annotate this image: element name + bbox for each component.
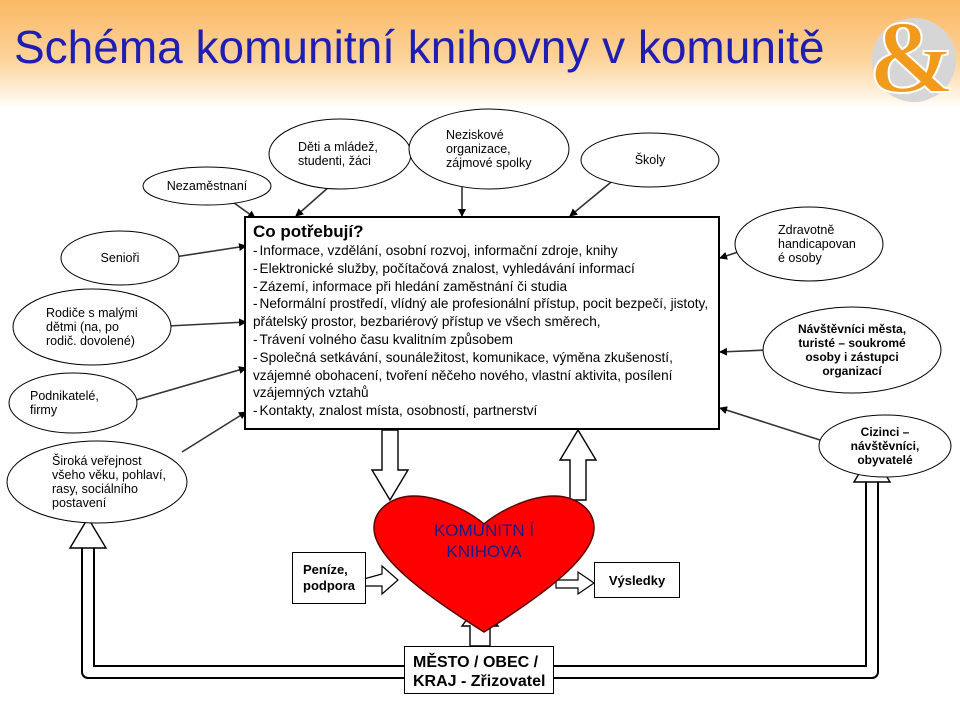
block-arrow-to-community: [560, 430, 596, 500]
stakeholder-skoly-label: Školy: [634, 153, 666, 167]
needs-item: - Neformální prostředí, vlídný ale profesionální přístup, pocit bezpečí, jistoty, přátelský prostor, bezbariérový přístup ve všech směrech,: [253, 296, 709, 330]
arrow-rodice: [168, 322, 246, 326]
block-arrow-to-library: [372, 430, 408, 500]
stakeholder-zdravotne-label: Zdravotně handicapovan é osoby: [778, 223, 856, 265]
results-box: [594, 562, 680, 598]
stakeholder-zdravotne: [734, 206, 884, 282]
library-label: KOMUNITN Í KNIHOVA: [433, 521, 535, 561]
stakeholder-neziskove-label: Neziskové organizace, zájmové spolky: [446, 128, 532, 170]
stakeholder-deti: [268, 118, 412, 190]
arrow-cizinci: [720, 408, 820, 440]
arrow-deti: [296, 186, 330, 216]
stakeholder-seniori-label: Senioři: [100, 251, 140, 265]
stakeholder-cizinci-label: Cizinci – návštěvníci, obyvatelé: [850, 425, 920, 467]
arrow-siroka: [182, 412, 246, 452]
arrow-podnikatele: [136, 368, 246, 400]
stakeholder-deti-label: Děti a mládež, studenti, žáci: [298, 140, 378, 168]
needs-item: - Zázemí, informace při hledání zaměstnání či studia: [253, 278, 568, 294]
ampersand-glyph: &: [868, 6, 956, 106]
needs-title: Co potřebují?: [253, 222, 364, 241]
stakeholder-nezamestnani-label: Nezaměstnaní: [166, 179, 248, 193]
money-label: Peníze, podpora: [303, 562, 355, 593]
stakeholder-nezamestnani: [142, 166, 272, 206]
stakeholder-rodice-label: Rodiče s malými dětmi (na, po rodič. dovolené): [46, 306, 138, 348]
stakeholder-navstevnici-label: Návštěvníci města, turisté – soukromé osoby i zástupci organizací: [797, 322, 907, 378]
founder-label: MĚSTO / OBEC / KRAJ - Zřizovatel: [413, 654, 546, 690]
stakeholder-seniori: [60, 230, 180, 286]
money-box: [292, 552, 366, 604]
needs-item: - Elektronické služby, počítačová znalost, vyhledávání informací: [253, 260, 635, 276]
stakeholder-navstevnici: [762, 306, 942, 394]
stakeholder-siroka: [6, 440, 188, 524]
results-label: Výsledky: [608, 572, 666, 588]
needs-item: - Kontakty, znalost místa, osobností, partnerství: [253, 403, 538, 419]
needs-list: [253, 242, 715, 420]
stakeholder-podnikatele-label: Podnikatelé, firmy: [30, 389, 99, 417]
library-heart: [374, 496, 594, 632]
stakeholder-neziskove: [408, 108, 570, 190]
needs-item: - Trávení volného času kvalitním způsobem: [253, 331, 513, 347]
founder-box: [404, 646, 554, 694]
page-title: Schéma komunitní knihovny v komunitě: [14, 21, 825, 73]
needs-item: - Informace, vzdělání, osobní rozvoj, informační zdroje, knihy: [253, 243, 618, 258]
stakeholder-rodice: [12, 288, 172, 366]
stakeholder-cizinci: [818, 414, 952, 478]
stakeholder-podnikatele: [8, 372, 138, 434]
stakeholder-siroka-label: Široká veřejnost všeho věku, pohlaví, rasy, sociálního postavení: [52, 454, 166, 510]
stakeholder-skoly: [580, 132, 720, 188]
needs-item: - Společná setkávání, sounáležitost, komunikace, výměna zkušeností, vzájemné obohacení, tvoření něčeho nového, vlastní aktivita, posílení vzájemných vztahů: [253, 349, 673, 401]
arrow-navstevnici: [720, 350, 768, 352]
